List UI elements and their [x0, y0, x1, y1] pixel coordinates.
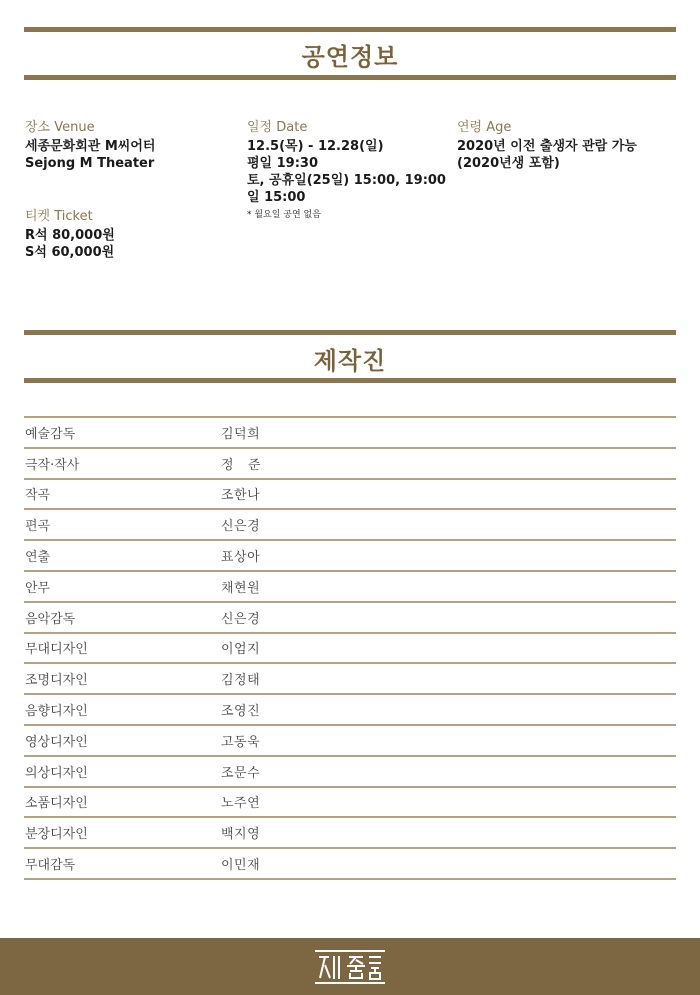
age-line: (2020년생 포함): [457, 156, 560, 171]
footer-bar: [0, 938, 700, 995]
crew-name: 고동욱: [221, 734, 261, 750]
ticket-price: S석 60,000원: [25, 245, 115, 260]
venue-line: Sejong M Theater: [25, 156, 155, 171]
crew-role: 작곡: [25, 488, 51, 504]
crew-role: 의상디자인: [25, 765, 88, 781]
venue-line: 세종문화회관 M씨어터: [25, 139, 156, 154]
crew-row: [24, 539, 676, 570]
crew-name: 조문수: [221, 765, 261, 781]
venue-label: 장소 Venue: [25, 120, 95, 135]
crew-row: [24, 847, 676, 880]
crew-role: 무대감독: [25, 858, 76, 874]
crew-name: 정 준: [221, 457, 262, 473]
crew-row: [24, 416, 676, 447]
ticket-label: 티켓 Ticket: [25, 209, 93, 224]
crew-name: 노주연: [221, 796, 261, 812]
schedule-line: 일 15:00: [247, 190, 306, 205]
crew-name: 신은경: [221, 519, 261, 535]
crew-role: 음향디자인: [25, 704, 88, 720]
age-line: 2020년 이전 출생자 관람 가능: [457, 139, 637, 154]
schedule-note: * 월요일 공연 없음: [247, 210, 321, 220]
crew-role: 영상디자인: [25, 734, 88, 750]
info-section-title: 공연정보: [301, 43, 399, 71]
crew-row: [24, 693, 676, 724]
crew-row: [24, 724, 676, 755]
venue-block: [25, 116, 156, 172]
ticket-price: R석 80,000원: [25, 228, 115, 243]
crew-role: 무대디자인: [25, 642, 88, 658]
schedule-line: 평일 19:30: [247, 156, 319, 171]
info-top-rule: [24, 27, 676, 32]
crew-row: [24, 662, 676, 693]
crew-role: 음악감독: [25, 611, 76, 627]
crew-name: 백지영: [221, 827, 261, 843]
crew-row: [24, 755, 676, 786]
crew-name: 이민재: [221, 858, 261, 874]
crew-name: 조영진: [221, 704, 261, 720]
crew-row: [24, 632, 676, 663]
schedule-line: 12.5(목) - 12.28(일): [247, 139, 384, 154]
crew-table: [24, 416, 676, 880]
schedule-block: [247, 116, 446, 220]
crew-row: [24, 478, 676, 509]
crew-role: 안무: [25, 580, 51, 596]
crew-role: 극작·작사: [25, 457, 80, 473]
crew-name: 신은경: [221, 611, 261, 627]
crew-section-title: 제작진: [313, 347, 387, 375]
crew-role: 예술감독: [25, 426, 76, 442]
age-block: [457, 116, 637, 172]
crew-row: [24, 508, 676, 539]
crew-role: 조명디자인: [25, 673, 88, 689]
crew-bottom-rule: [24, 378, 676, 383]
crew-role: 분장디자인: [25, 827, 88, 843]
crew-top-rule: [24, 330, 676, 335]
schedule-line: 토, 공휴일(25일) 15:00, 19:00: [247, 173, 446, 188]
sejong-logo-icon: [313, 949, 387, 985]
crew-name: 이엄지: [221, 642, 261, 658]
crew-name: 김덕희: [221, 426, 261, 442]
crew-role: 소품디자인: [25, 796, 88, 812]
crew-row: [24, 447, 676, 478]
crew-name: 표상아: [221, 550, 261, 566]
ticket-block: [25, 205, 115, 261]
crew-row: [24, 570, 676, 601]
crew-role: 편곡: [25, 519, 51, 535]
schedule-label: 일정 Date: [247, 120, 308, 135]
crew-name: 채현원: [221, 580, 261, 596]
age-label: 연령 Age: [457, 120, 512, 135]
crew-row: [24, 601, 676, 632]
crew-row: [24, 816, 676, 847]
info-bottom-rule: [24, 75, 676, 80]
crew-role: 연출: [25, 550, 51, 566]
crew-name: 김정태: [221, 673, 261, 689]
crew-row: [24, 786, 676, 817]
crew-name: 조한나: [221, 488, 261, 504]
